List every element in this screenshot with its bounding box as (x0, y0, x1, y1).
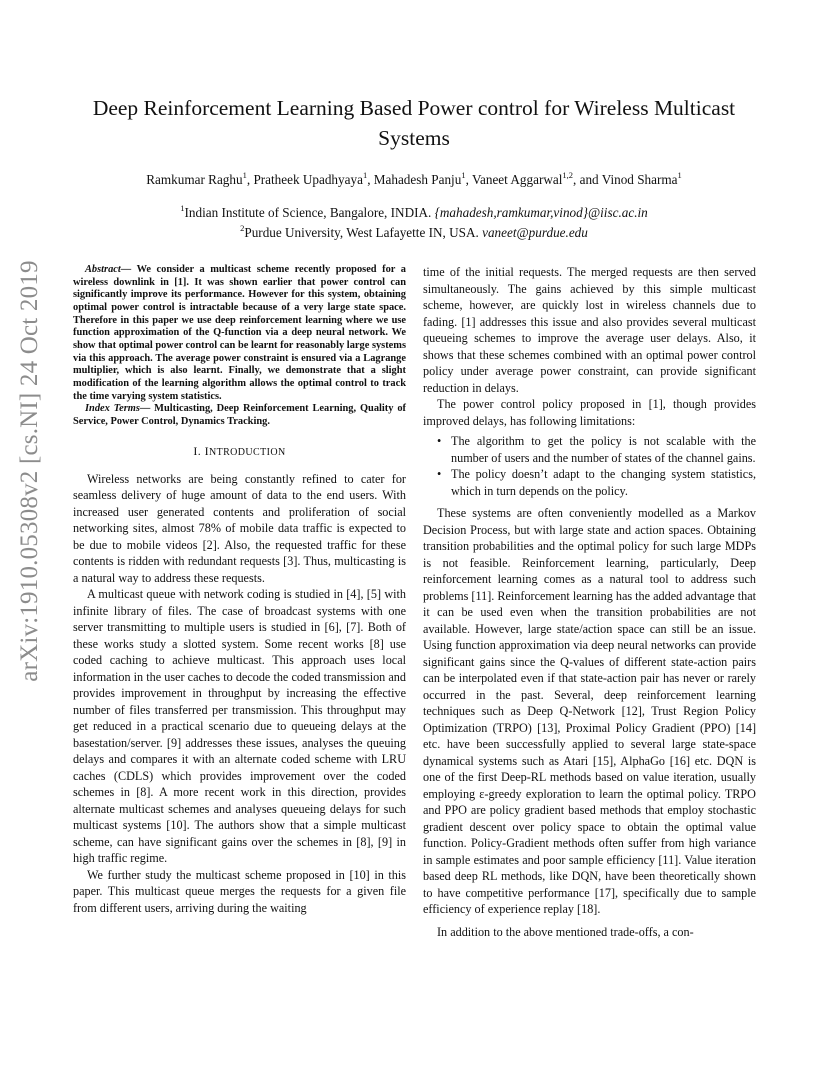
abstract-label: Abstract (85, 264, 121, 275)
author-joiner: , and (573, 172, 602, 187)
affil-mark: 1 (180, 202, 185, 213)
author-affil-mark: 1 (677, 169, 682, 180)
affiliation-line (60, 203, 768, 223)
author-name: Ramkumar Raghu (146, 172, 243, 187)
author-name: Pratheek Upadhyaya (253, 172, 363, 187)
affiliation-line (60, 223, 768, 243)
affiliation-email: {mahadesh,ramkumar,vinod}@iisc.ac.in (434, 205, 648, 220)
author-affil-mark: 1,2 (562, 169, 574, 180)
author-affil-mark: 1 (461, 169, 466, 180)
body-paragraph: The power control policy proposed in [1], though provides improved delays, has following limitations: (423, 397, 756, 428)
section-title-initial: I (204, 443, 209, 458)
bullet-icon: • (437, 434, 442, 448)
author-name: Vinod Sharma (601, 172, 678, 187)
section-title-rest: NTRODUCTION (208, 446, 286, 458)
limitations-list (423, 433, 756, 499)
affil-mark: 2 (240, 222, 245, 233)
body-paragraph: Wireless networks are being constantly refined to cater for seamless delivery of huge amount of data to the end users. With increased user generated contents and proliferation of social networking sites, almost 78% of mobile data traffic is expected to be due to mobile videos [2]. Also, the requested traffic for these contents is ridden with redundant requests [3]. Thus, multicasting is a natural way to address these requests. (73, 471, 406, 585)
author-affil-mark: 1 (362, 169, 368, 180)
body-paragraph: A multicast queue with network coding is studied in [4], [5] with infinite library of files. The case of broadcast systems with one server transmitting to multiple users is studied in [6], [7]. Both of these works study a slotted system. Some recent works [8] use coded caching to achieve multicast. This approach uses local information in the user caches to decode the coded transmission and provides improvement in throughput by increasing the effective number of files transferred per transmission. This throughput may get reduced in a practical scenario due to queueing delays at the basestation/server. [9] addresses these issues, analyses the queuing delays and compares it with an alternate coded scheme with LRU caches (CDLS) which provides improvement over the coded schemes in [8]. A more recent work in this direction, provides alternate multicast schemes and analyses queueing delays for such multicast systems [10]. The authors show that a simple multicast scheme, can have significant gains over the schemes in [8], [9] in high traffic regime. (73, 587, 406, 866)
arxiv-stamp (5, 260, 55, 682)
arxiv-stamp-text: arXiv:1910.05308v2 [cs.NI] 24 Oct 2019 (16, 260, 43, 682)
section-numeral: I. (193, 443, 205, 458)
body-paragraph: We further study the multicast scheme proposed in [10] in this paper. This multicast queue merges the requests for a given file from different users, arriving during the waiting (73, 867, 406, 915)
author-affil-mark: 1 (242, 169, 247, 180)
index-terms-label: Index Terms (85, 403, 140, 415)
section-heading-introduction (73, 443, 406, 461)
left-column (73, 264, 406, 916)
bullet-icon: • (437, 467, 442, 481)
body-paragraph: These systems are often conveniently modelled as a Markov Decision Process, but with large state and action spaces. Obtaining transition probabilities and the optimal policy for such large MDPs is not feasible. Reinforcement learning, particularly, Deep reinforcement learning comes as a natural tool to address such problems [11]. Reinforcement learning has the added advantage that it can be used even when the transition probabilities are not available. However, large state/action space can still be an issue. Using function approximation via deep neural networks can provide significant gains since the Q-values of different state-action pairs can be interpolated even if that state-action pair has never or rarely occurred in the past. Several, deep reinforcement learning techniques such as Deep Q-Network [12], Trust Region Policy Optimization (TRPO) [13], Proximal Policy Gradient (PPO) [14] etc. have been successfully applied to several large state-space dynamical systems such as Atari [15], AlphaGo [16] etc. DQN is one of the first Deep-RL methods based on value iteration, usually employing ε-greedy exploration to learn the optimal policy. TRPO and PPO are policy gradient based methods that employ stochastic gradient descent over policy space to obtain the optimal value function. Policy-Gradient methods often suffer from high variance in sample estimates and poor sample efficiency [11]. Value iteration based deep RL methods, like DQN, have been theoretically shown to have competitive performance [17], specifically due to sample efficiency of experience replay [18]. (423, 506, 756, 916)
author-list: Ramkumar Raghu$^1$, Pratheek Upadhyaya$^1$, Mahadesh Panju$^1$, Vaneet Aggarwal$^{1,2}$, and Vinod Sharma$^1$ (146, 169, 682, 187)
affiliation-text: Indian Institute of Science, Bangalore, INDIA. (184, 205, 435, 220)
paper-title: Deep Reinforcement Learning Based Power control for Wireless Multicast Systems (92, 96, 736, 150)
affiliation-email: vaneet@purdue.edu (482, 225, 588, 240)
index-terms (73, 403, 406, 428)
author-name: Mahadesh Panju (373, 172, 462, 187)
affiliations (60, 203, 768, 243)
abstract-body: — We consider a multicast scheme recently proposed for a wireless downlink in [1]. It was shown earlier that power control can significantly improve its performance. However for this system, obtaining optimal power control is intractable because of a very large state space. Therefore in this paper we use deep reinforcement learning where we use function approximation of the Q-function via a deep neural network. We show that optimal power control can be learnt for reasonably large systems via this approach. The average power constraint is ensured via a Lagrange multiplier, which is also learnt. Finally, we demonstrate that a slight modification of the learning algorithm allows the optimal control to track the time varying system statistics. (73, 264, 406, 402)
right-column (423, 264, 756, 940)
index-terms-body: — Multicasting, Deep Reinforcement Learning, Quality of Service, Power Control, Dynamics Tracking. (73, 403, 406, 427)
body-paragraph: time of the initial requests. The merged requests are then served simultaneously. The gains achieved by this simple multicast scheme, however, are quickly lost in wireless channels due to fading. [1] addresses this issue and also provides several multicast queueing schemes to improve the average user delays. Also, it shows that these schemes combined with an optimal power control policy under average power constraint, can provide significant reduction in delays. (423, 265, 756, 395)
list-item-text: The policy doesn’t adapt to the changing system statistics, which in turn depends on the policy. (451, 467, 756, 498)
affiliation-text: Purdue University, West Lafayette IN, USA. (244, 225, 483, 240)
list-item-text: The algorithm to get the policy is not scalable with the number of users and the number of states of the channel gains. (451, 434, 756, 465)
author-name: Vaneet Aggarwal (471, 172, 563, 187)
list-item (423, 433, 756, 466)
abstract (73, 264, 406, 403)
body-paragraph: In addition to the above mentioned trade-offs, a con- (437, 924, 694, 939)
list-item (423, 466, 756, 499)
